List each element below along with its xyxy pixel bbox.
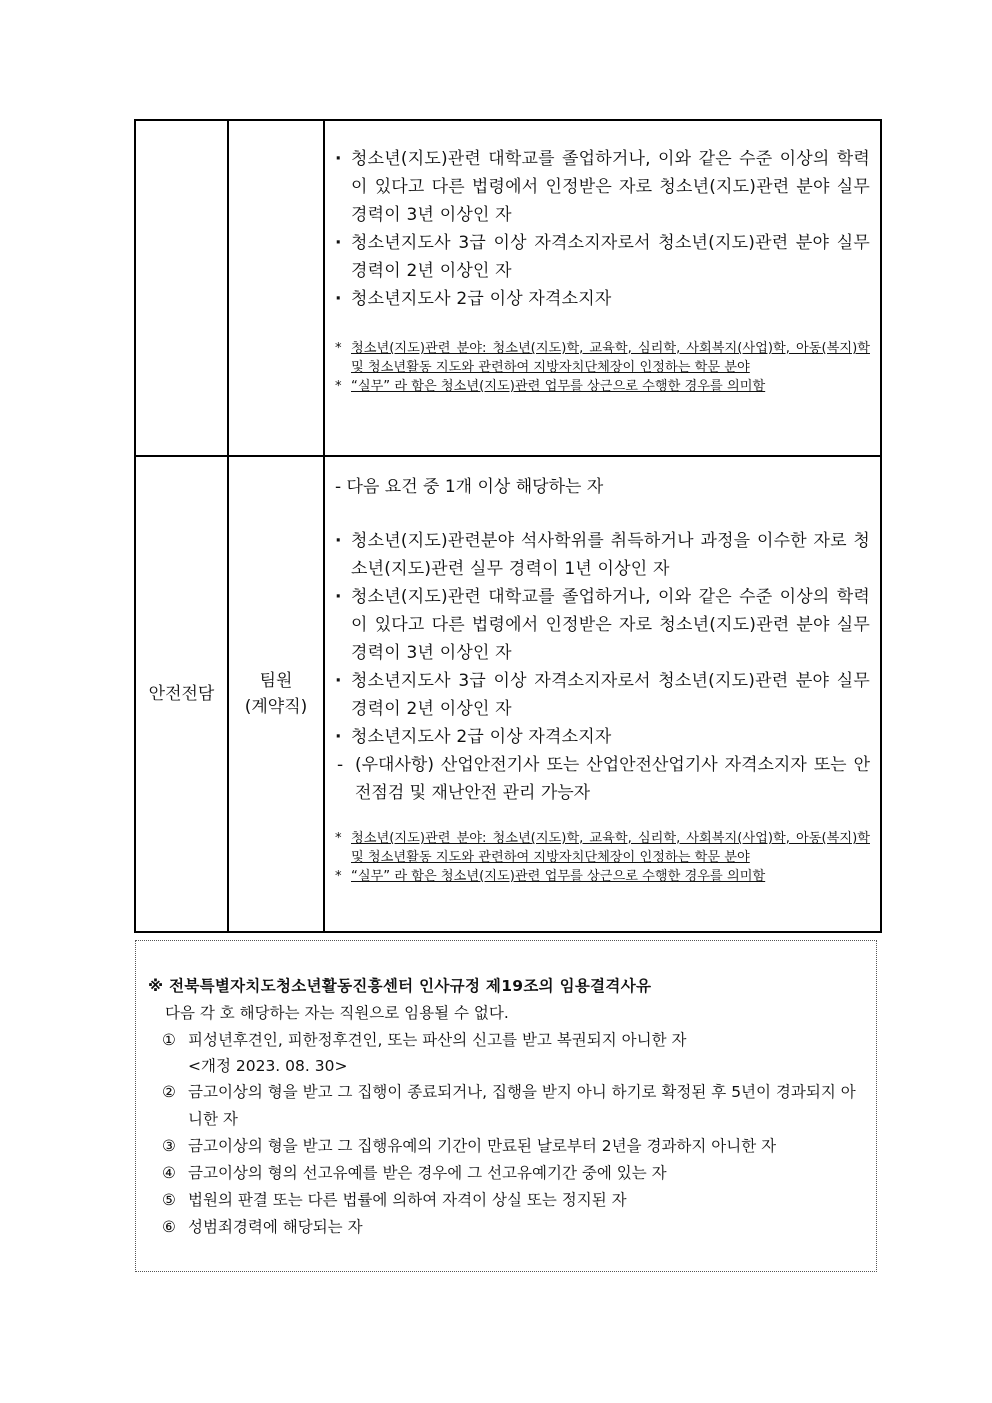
requirement-intro: - 다음 요건 중 1개 이상 해당하는 자: [335, 477, 604, 497]
position-cell: [228, 456, 324, 932]
qualification-bullet: · 청소년지도사 2급 이상 자격소지자: [333, 723, 870, 751]
amendment-note: <개정 2023. 08. 30>: [188, 1057, 348, 1075]
list-item: ⑥ 성범죄경력에 해당되는 자: [162, 1218, 363, 1236]
position-title: 팀원: [259, 671, 293, 691]
table-row: [135, 120, 881, 456]
qualification-bullet: · 청소년(지도)관련분야 석사학위를 취득하거나 과정을 이수한 자로 청소년(지도)관련 실무 경력이 1년 이상인 자: [333, 527, 870, 583]
list-item: ③ 금고이상의 형을 받고 그 집행유예의 기간이 만료된 날로부터 2년을 경과하지 아니한 자: [162, 1137, 777, 1155]
qualification-bullet: · 청소년(지도)관련 대학교를 졸업하거나, 이와 같은 수준 이상의 학력이 있다고 다른 법령에서 인정받은 자로 청소년(지도)관련 분야 실무경력이 3년 이상인 자: [333, 145, 870, 229]
list-item: ② 금고이상의 형을 받고 그 집행이 종료되거나, 집행을 받지 아니 하기로 확정된 후 5년이 경과되지 아니한 자: [162, 1083, 856, 1128]
qualification-cell: [324, 456, 881, 932]
disqualification-intro: 다음 각 호 해당하는 자는 직원으로 임용될 수 없다.: [165, 1004, 509, 1022]
qualification-bullet: · 청소년지도사 3급 이상 자격소지자로서 청소년(지도)관련 분야 실무경력이 2년 이상인 자: [333, 229, 870, 285]
footnote: * 청소년(지도)관련 분야: 청소년(지도)학, 교육학, 심리학, 사회복지(사업)학, 아동(복지)학 및 청소년활동 지도와 관련하여 지방자치단체장이 인정하는 학문 분야: [335, 831, 870, 865]
list-item: ① 피성년후견인, 피한정후견인, 또는 파산의 신고를 받고 복권되지 아니한 자: [162, 1031, 687, 1049]
disqualification-box: [135, 940, 877, 1272]
qualification-bullet: · 청소년(지도)관련 대학교를 졸업하거나, 이와 같은 수준 이상의 학력이 있다고 다른 법령에서 인정받은 자로 청소년(지도)관련 분야 실무경력이 3년 이상인 자: [333, 583, 870, 667]
table-row: [135, 456, 881, 932]
qualification-bullet: · 청소년지도사 3급 이상 자격소지자로서 청소년(지도)관련 분야 실무경력이 2년 이상인 자: [333, 667, 870, 723]
disqualification-title: ※ 전북특별자치도청소년활동진흥센터 인사규정 제19조의 임용결격사유: [148, 977, 652, 995]
category-cell: 안전전담: [135, 456, 228, 932]
footnote: * 청소년(지도)관련 분야: 청소년(지도)학, 교육학, 심리학, 사회복지(사업)학, 아동(복지)학 및 청소년활동 지도와 관련하여 지방자치단체장이 인정하는 학문 분야: [335, 341, 870, 375]
category-cell: [135, 120, 228, 456]
position-type: (계약직): [244, 697, 308, 717]
position-cell: [228, 120, 324, 456]
footnote: * “실무” 라 함은 청소년(지도)관련 업무를 상근으로 수행한 경우를 의미함: [335, 869, 766, 884]
qualification-bullet: · 청소년지도사 2급 이상 자격소지자: [333, 285, 870, 313]
preference-item: - (우대사항) 산업안전기사 또는 산업안전산업기사 자격소지자 또는 안전점검 및 재난안전 관리 가능자: [337, 755, 870, 803]
list-item: ④ 금고이상의 형의 선고유예를 받은 경우에 그 선고유예기간 중에 있는 자: [162, 1164, 667, 1182]
footnote: * “실무” 라 함은 청소년(지도)관련 업무를 상근으로 수행한 경우를 의미함: [335, 379, 766, 394]
disqualification-list: [162, 1027, 868, 1241]
list-item: ⑤ 법원의 판결 또는 다른 법률에 의하여 자격이 상실 또는 정지된 자: [162, 1191, 627, 1209]
qualification-cell: [324, 120, 881, 456]
requirements-table: [134, 119, 882, 933]
